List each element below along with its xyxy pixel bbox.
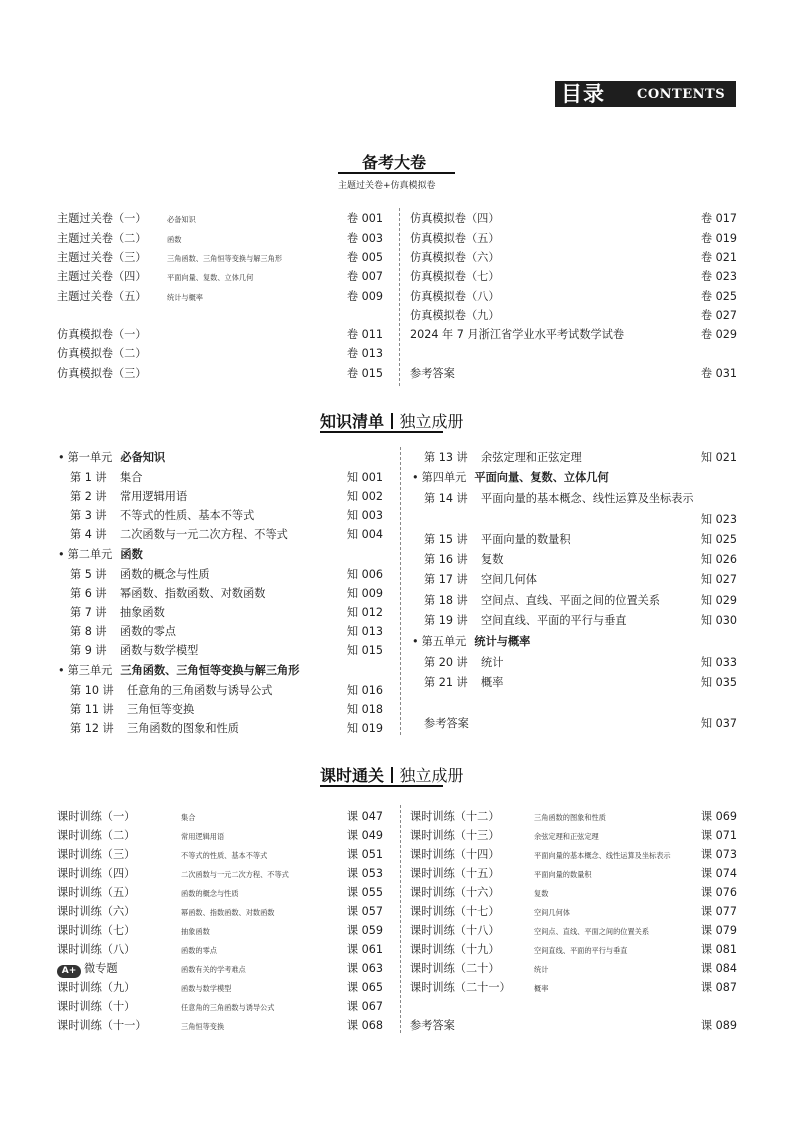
entry-label: 课时训练（十） [57,1000,136,1013]
lesson-number: 第 9 讲 [70,644,107,657]
lesson-page: 知 030 [700,614,737,627]
entry-page: 卷 017 [700,212,737,225]
entry-page: 课 068 [346,1019,383,1032]
lesson-page: 知 027 [700,573,737,586]
entry-label: 主题过关卷（五） [57,290,147,303]
entry-page: 课 055 [346,886,383,899]
entry-page: 课 051 [346,848,383,861]
entry-note: 函数有关的学考难点 [181,965,246,974]
column-divider [399,208,400,386]
section-underline [320,785,443,787]
lesson-entry[interactable] [70,468,383,487]
entry-page: 卷 031 [700,367,737,380]
entry-page: 卷 009 [346,290,383,303]
entry-note: 空间直线、平面的平行与垂直 [534,946,628,955]
lesson-entry[interactable] [70,487,383,506]
entry-note: 二次函数与一元二次方程、不等式 [181,870,289,879]
entry-label: 课时训练（十八） [410,924,500,937]
lesson-number: 第 8 讲 [70,625,107,638]
entry-page: 卷 003 [346,232,383,245]
lesson-title: 函数的零点 [120,625,176,638]
entry-label: 参考答案 [410,367,455,380]
section-title-zhishi: 知识清单 独立成册 [320,412,464,431]
entry-label: 课时训练（十二） [410,810,500,823]
entry-page: 课 065 [346,981,383,994]
toc-entry[interactable] [424,714,737,733]
lesson-number: 第 19 讲 [424,614,468,627]
entry-note: 集合 [181,813,196,822]
toc-entry[interactable] [57,325,383,344]
lesson-entry[interactable] [424,530,737,549]
lesson-number: 第 7 讲 [70,606,107,619]
lesson-page: 知 019 [346,722,383,735]
lesson-page: 知 001 [346,471,383,484]
lesson-entry[interactable] [70,681,383,700]
entry-page: 课 049 [346,829,383,842]
toc-entry[interactable] [57,344,383,363]
lesson-title: 幂函数、指数函数、对数函数 [120,587,266,600]
entry-label: 课时训练（十三） [410,829,500,842]
entry-note: 函数的概念与性质 [181,889,239,898]
entry-note: 幂函数、指数函数、对数函数 [181,908,275,917]
entry-page: 课 061 [346,943,383,956]
entry-note: 平面向量的基本概念、线性运算及坐标表示 [534,851,671,860]
entry-label: 参考答案 [424,717,469,730]
lesson-page: 知 021 [700,451,737,464]
entry-page: 卷 015 [346,367,383,380]
lesson-number: 第 10 讲 [70,684,114,697]
entry-label: 仿真模拟卷（五） [410,232,500,245]
toc-entry[interactable] [410,267,737,286]
entry-label: 仿真模拟卷（八） [410,290,500,303]
lesson-title: 复数 [481,553,504,566]
bullet-icon: • [58,664,65,677]
entry-note: 概率 [534,984,549,993]
toc-entry[interactable] [410,978,737,997]
lesson-number: 第 11 讲 [70,703,114,716]
entry-label: 仿真模拟卷（四） [410,212,500,225]
toc-entry[interactable] [57,229,383,248]
entry-label: 课时训练（六） [57,905,136,918]
toc-entry[interactable] [410,883,737,902]
unit-name: 平面向量、复数、立体几何 [474,471,609,484]
section-title-keshi: 课时通关 独立成册 [320,766,464,785]
lesson-number: 第 16 讲 [424,553,468,566]
entry-label: 主题过关卷（一） [57,212,147,225]
entry-label: 主题过关卷（四） [57,270,147,283]
lesson-number: 第 5 讲 [70,568,107,581]
entry-page: 课 059 [346,924,383,937]
lesson-number: 第 15 讲 [424,533,468,546]
lesson-page: 知 004 [346,528,383,541]
entry-note: 不等式的性质、基本不等式 [181,851,268,860]
lesson-title: 任意角的三角函数与诱导公式 [127,684,273,697]
lesson-number: 第 6 讲 [70,587,107,600]
entry-note: 抽象函数 [181,927,210,936]
entry-note: 空间几何体 [534,908,570,917]
unit-heading[interactable] [58,545,143,564]
section-underline [338,172,455,174]
lesson-number: 第 13 讲 [424,451,468,464]
entry-label: 仿真模拟卷（七） [410,270,500,283]
unit-heading[interactable] [58,448,165,467]
entry-label: 仿真模拟卷（三） [57,367,147,380]
toc-entry[interactable] [410,921,737,940]
entry-label: 课时训练（四） [57,867,136,880]
unit-number: 第二单元 [67,548,113,561]
lesson-number: 第 20 讲 [424,656,468,669]
entry-note: 平面向量的数量积 [534,870,592,879]
toc-entry[interactable] [410,807,737,826]
entry-note: 复数 [534,889,549,898]
lesson-entry[interactable] [424,570,737,589]
lesson-title: 集合 [120,471,143,484]
entry-page: 卷 021 [700,251,737,264]
entry-label: 仿真模拟卷（九） [410,309,500,322]
section-subtitle-beikao: 主题过关卷+仿真模拟卷 [338,181,436,191]
column-divider [400,805,401,1033]
contents-badge [555,81,736,107]
lesson-number: 第 3 讲 [70,509,107,522]
toc-entry[interactable] [57,845,383,864]
entry-note: 统计 [534,965,549,974]
lesson-page: 知 033 [700,656,737,669]
lesson-entry[interactable] [424,448,737,467]
toc-entry[interactable] [410,229,737,248]
entry-page: 课 081 [700,943,737,956]
toc-entry[interactable] [57,997,383,1016]
toc-entry[interactable] [57,1016,383,1035]
entry-page: 卷 011 [346,328,383,341]
entry-label-text: 微专题 [84,962,118,975]
toc-entry[interactable] [57,287,383,306]
entry-note: 函数 [167,235,182,244]
lesson-number: 第 14 讲 [424,492,468,505]
lesson-page: 知 006 [346,568,383,581]
lesson-entry[interactable] [70,641,383,660]
entry-label: 课时训练（二十） [410,962,500,975]
entry-note: 函数的零点 [181,946,217,955]
lesson-title: 平面向量的数量积 [481,533,571,546]
entry-page: 卷 029 [700,328,737,341]
entry-page: 卷 019 [700,232,737,245]
entry-label: 课时训练（五） [57,886,136,899]
entry-page: 卷 007 [346,270,383,283]
toc-entry[interactable] [57,267,383,286]
toc-entry[interactable] [57,248,383,267]
entry-label: 课时训练（十七） [410,905,500,918]
lesson-page: 知 015 [346,644,383,657]
toc-entry[interactable] [410,902,737,921]
unit-number: 第一单元 [67,451,113,464]
lesson-title: 三角函数的图象和性质 [127,722,239,735]
unit-heading[interactable] [58,661,299,680]
lesson-page: 知 002 [346,490,383,503]
entry-label: 课时训练（十九） [410,943,500,956]
lesson-number: 第 12 讲 [70,722,114,735]
entry-page: 卷 001 [346,212,383,225]
lesson-entry[interactable] [70,700,383,719]
entry-label: 主题过关卷（二） [57,232,147,245]
toc-entry[interactable] [410,959,737,978]
entry-page: 课 079 [700,924,737,937]
entry-page: 课 074 [700,867,737,880]
entry-page: 课 057 [346,905,383,918]
lesson-title: 抽象函数 [120,606,165,619]
lesson-number: 第 17 讲 [424,573,468,586]
entry-label: 课时训练（十五） [410,867,500,880]
lesson-entry[interactable] [70,584,383,603]
unit-heading[interactable] [412,468,609,487]
toc-entry[interactable] [410,209,737,228]
entry-note: 函数与数学模型 [181,984,232,993]
toc-entry[interactable] [57,902,383,921]
lesson-title: 平面向量的基本概念、线性运算及坐标表示 [481,492,694,505]
column-divider [400,447,401,735]
toc-entry[interactable] [410,826,737,845]
entry-page: 课 073 [700,848,737,861]
lesson-number: 第 21 讲 [424,676,468,689]
entry-page: 课 076 [700,886,737,899]
entry-note: 空间点、直线、平面之间的位置关系 [534,927,650,936]
lesson-page: 知 016 [346,684,383,697]
lesson-entry[interactable] [70,603,383,622]
lesson-title: 统计 [481,656,504,669]
lesson-entry[interactable] [424,489,737,526]
lesson-title: 二次函数与一元二次方程、不等式 [120,528,288,541]
toc-entry[interactable] [57,364,383,383]
unit-name: 三角函数、三角恒等变换与解三角形 [120,664,300,677]
lesson-title: 不等式的性质、基本不等式 [120,509,255,522]
lesson-page: 知 025 [700,533,737,546]
lesson-page: 知 009 [346,587,383,600]
toc-entry[interactable] [410,940,737,959]
entry-page: 课 063 [346,962,383,975]
toc-entry[interactable] [57,807,383,826]
toc-entry[interactable] [57,864,383,883]
toc-entry[interactable] [410,864,737,883]
lesson-title: 空间几何体 [481,573,537,586]
entry-note: 常用逻辑用语 [181,832,225,841]
lesson-title: 空间点、直线、平面之间的位置关系 [481,594,661,607]
lesson-number: 第 1 讲 [70,471,107,484]
unit-number: 第五单元 [421,635,467,648]
entry-page: 课 077 [700,905,737,918]
entry-page: 课 089 [700,1019,737,1032]
lesson-page: 知 023 [700,513,737,526]
entry-page: 卷 025 [700,290,737,303]
entry-note: 三角函数的图象和性质 [534,813,606,822]
entry-page: 课 047 [346,810,383,823]
entry-page: 课 067 [346,1000,383,1013]
entry-page: 课 053 [346,867,383,880]
bullet-icon: • [412,471,419,484]
entry-label: 仿真模拟卷（一） [57,328,147,341]
contents-cn: 目录 [561,82,605,106]
entry-note: 三角函数、三角恒等变换与解三角形 [167,254,283,263]
lesson-entry[interactable] [424,611,737,630]
entry-note: 任意角的三角函数与诱导公式 [181,1003,275,1012]
entry-page: 知 037 [700,717,737,730]
lesson-entry[interactable] [70,525,383,544]
unit-number: 第四单元 [421,471,467,484]
entry-page: 课 069 [700,810,737,823]
entry-note: 余弦定理和正弦定理 [534,832,599,841]
toc-entry[interactable] [410,287,737,306]
aplus-badge-icon: A+ [57,965,81,978]
lesson-number: 第 2 讲 [70,490,107,503]
toc-entry[interactable] [57,978,383,997]
entry-label: 课时训练（十六） [410,886,500,899]
lesson-number: 第 4 讲 [70,528,107,541]
toc-entry[interactable] [57,883,383,902]
section-title-beikao: 备考大卷 [362,153,427,172]
lesson-title: 三角恒等变换 [127,703,195,716]
lesson-entry[interactable] [424,550,737,569]
entry-label: 课时训练（一） [57,810,136,823]
entry-note: 统计与概率 [167,293,203,302]
lesson-page: 知 012 [346,606,383,619]
lesson-entry[interactable] [70,719,383,738]
lesson-entry[interactable] [424,673,737,692]
unit-name: 统计与概率 [474,635,531,648]
lesson-title: 常用逻辑用语 [120,490,188,503]
entry-label: 参考答案 [410,1019,455,1032]
unit-name: 函数 [120,548,143,561]
toc-entry[interactable] [410,325,737,344]
bullet-icon: • [412,635,419,648]
lesson-page: 知 035 [700,676,737,689]
entry-note: 平面向量、复数、立体几何 [167,273,254,282]
entry-page: 卷 023 [700,270,737,283]
entry-page: 课 071 [700,829,737,842]
lesson-page: 知 013 [346,625,383,638]
lesson-title: 概率 [481,676,504,689]
lesson-title: 函数与数学模型 [120,644,199,657]
entry-label: 课时训练（二） [57,829,136,842]
entry-label: 课时训练（九） [57,981,136,994]
entry-label: 课时训练（二十一） [410,981,511,994]
lesson-number: 第 18 讲 [424,594,468,607]
entry-note: 必备知识 [167,215,196,224]
lesson-title: 空间直线、平面的平行与垂直 [481,614,627,627]
toc-entry[interactable] [410,248,737,267]
lesson-entry[interactable] [424,653,737,672]
toc-entry[interactable] [57,921,383,940]
lesson-page: 知 018 [346,703,383,716]
contents-en: CONTENTS [637,87,726,102]
entry-label: 仿真模拟卷（六） [410,251,500,264]
entry-label [57,959,118,978]
unit-name: 必备知识 [120,451,166,464]
bullet-icon: • [58,548,65,561]
lesson-title: 余弦定理和正弦定理 [481,451,582,464]
entry-label: 课时训练（七） [57,924,136,937]
lesson-page: 知 003 [346,509,383,522]
toc-entry[interactable] [410,364,737,383]
unit-heading[interactable] [412,632,530,651]
lesson-entry[interactable] [70,506,383,525]
toc-entry[interactable] [57,940,383,959]
entry-page: 课 087 [700,981,737,994]
lesson-entry[interactable] [424,591,737,610]
entry-label: 课时训练（八） [57,943,136,956]
entry-page: 课 084 [700,962,737,975]
entry-page: 卷 027 [700,309,737,322]
entry-label: 仿真模拟卷（二） [57,347,147,360]
entry-label: 2024 年 7 月浙江省学业水平考试数学试卷 [410,328,625,341]
lesson-entry[interactable] [70,565,383,584]
unit-number: 第三单元 [67,664,113,677]
entry-note: 三角恒等变换 [181,1022,225,1031]
toc-entry[interactable] [57,826,383,845]
entry-label: 课时训练（三） [57,848,136,861]
entry-label: 主题过关卷（三） [57,251,147,264]
toc-entry[interactable] [57,959,383,978]
entry-page: 卷 013 [346,347,383,360]
lesson-page: 知 029 [700,594,737,607]
toc-entry[interactable] [410,306,737,325]
entry-page: 卷 005 [346,251,383,264]
entry-label: 课时训练（十一） [57,1019,147,1032]
lesson-page: 知 026 [700,553,737,566]
toc-entry[interactable] [57,209,383,228]
toc-entry[interactable] [410,845,737,864]
bullet-icon: • [58,451,65,464]
toc-entry[interactable] [410,1016,737,1035]
lesson-title: 函数的概念与性质 [120,568,210,581]
entry-label: 课时训练（十四） [410,848,500,861]
lesson-entry[interactable] [70,622,383,641]
section-underline [320,431,443,433]
